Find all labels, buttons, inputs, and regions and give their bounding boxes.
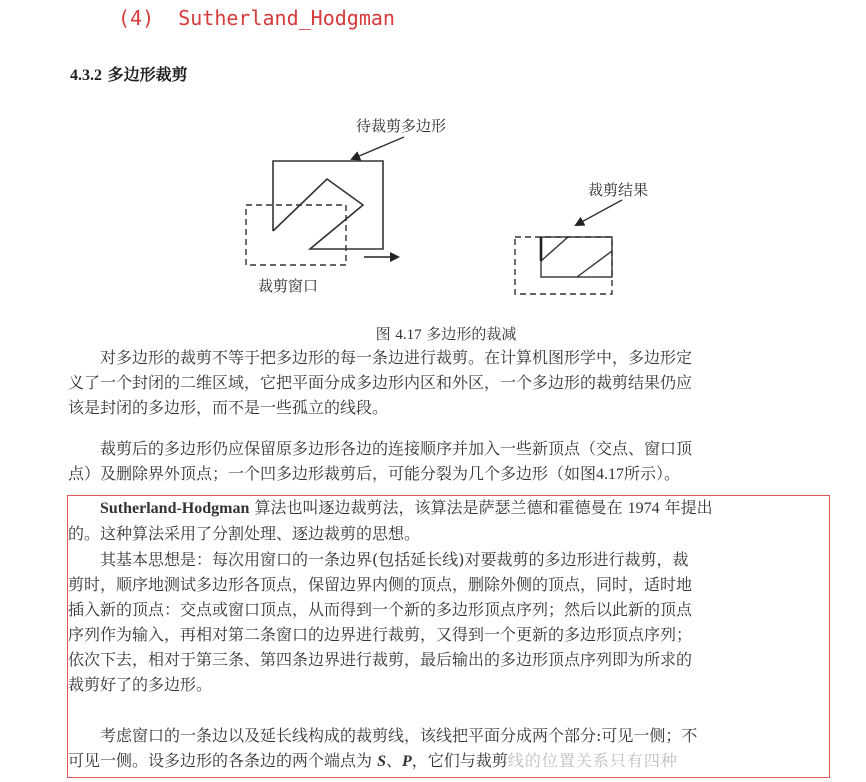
text-line: 义了一个封闭的二维区域，它把平面分成多边形内区和外区，一个多边形的裁剪结果仍应 [68,373,693,392]
text-line: 裁剪好了的多边形。 [68,675,213,694]
text-line: 对多边形的裁剪不等于把多边形的每一条边进行裁剪。在计算机图形学中，多边形定 [100,348,693,367]
clipped-result-diagram [515,181,648,294]
figure-caption [0,323,866,344]
text-line: 裁剪后的多边形仍应保留原多边形各边的连接顺序并加入一些新顶点（交点、窗口顶 [100,439,693,458]
text-span: 所示）。 [624,464,681,483]
text-line [68,748,830,774]
result-triangle-upper [541,237,568,261]
step-label: (4) [118,6,155,30]
text-span: ，它们与裁剪 [411,751,508,770]
paragraph-basic-idea [68,547,830,697]
result-label: 裁剪结果 [588,181,649,199]
paragraph-polygon-clipping-intro [68,345,830,420]
text-span: 算法也叫逐边裁剪法，该算法是萨瑟兰德和霍德曼在 [249,498,628,517]
text-line: 依次下去，相对于第三条、第四条边界进行裁剪，最后输出的多边形顶点序列即为所求的 [68,650,693,669]
text-span: 点）及删除界外顶点；一个凹多边形裁剪后，可能分裂为几个多边形（如图 [68,464,597,483]
window-label: 裁剪窗口 [258,277,319,295]
polygon-label-leader [352,137,404,159]
figure-reference: 4.17 [596,466,625,483]
text-span: 、 [386,751,403,770]
year: 1974 [627,500,660,517]
watermark-obscured-text: 线的位置关系只有四种 [507,751,678,770]
text-line: 的。这种算法采用了分割处理、逐边裁剪的思想。 [68,524,421,543]
caption-text: 多边形的裁减 [426,325,517,343]
clip-window-dashed [246,205,346,265]
variable-s: S [377,753,386,770]
result-frame [541,237,612,277]
caption-number: 4.17 [395,327,422,343]
algorithm-name: Sutherland_Hodgman [178,6,395,30]
result-label-leader [576,200,622,225]
caption-prefix: 图 [375,325,391,343]
text-span: 可见一侧。设多边形的各条边的两个端点为 [68,751,378,770]
text-line: 该是封闭的多边形，而不是一些孤立的线段。 [68,398,389,417]
text-line: 其基本思想是：每次用窗口的一条边界(包括延长线)对要裁剪的多边形进行裁剪，裁 [100,550,689,569]
paragraph-clip-line [68,723,830,774]
paragraph-sutherland-hodgman-intro [68,495,830,546]
text-line: 剪时，顺序地测试多边形各顶点，保留边界内侧的顶点，删除外侧的顶点，同时，适时地 [68,575,693,594]
text-line: 考虑窗口的一条边以及延长线构成的裁剪线，该线把平面分成两个部分:可见一侧；不 [100,726,698,745]
polygon-label: 待裁剪多边形 [356,117,447,135]
text-span: 年提出 [659,498,713,517]
variable-p: P [402,753,412,770]
algorithm-name-bold: Sutherland-Hodgman [100,500,250,517]
result-triangle-lower [577,251,612,277]
result-clip-window-dashed [515,237,612,294]
polygon-clipping-figure [0,0,866,320]
text-line: 插入新的顶点：交点或窗口顶点，从而得到一个新的多边形顶点序列；然后以此新的顶点 [68,600,693,619]
section-number: 4.3.2 [70,67,102,84]
section-title-text: 多边形裁剪 [107,65,188,84]
text-line [68,495,830,521]
paragraph-clipped-polygon-properties [68,436,830,487]
text-line: 序列作为输入，再相对第二条窗口的边界进行裁剪，又得到一个更新的多边形顶点序列； [68,625,693,644]
text-line [68,461,830,487]
unclipped-polygon-diagram [246,117,446,295]
